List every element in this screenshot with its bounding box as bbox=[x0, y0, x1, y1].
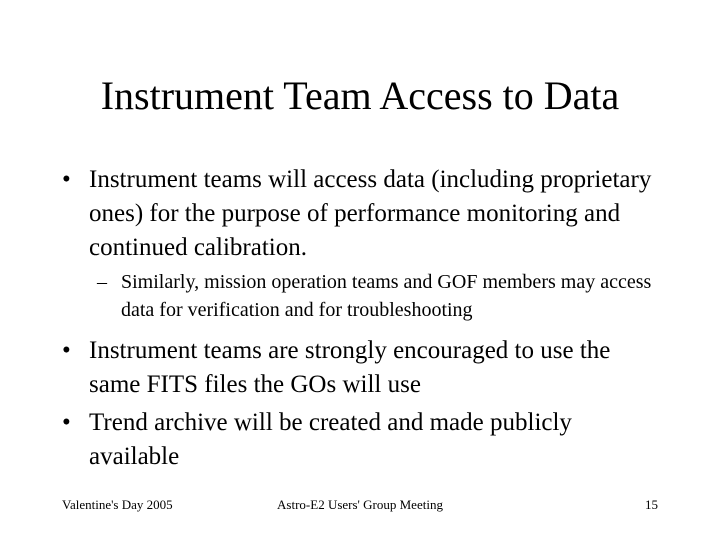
bullet-text: Trend archive will be created and made publicly available bbox=[89, 409, 572, 470]
bullet-marker: • bbox=[62, 166, 71, 193]
bullet-text: Instrument teams are strongly encouraged to use the same FITS files the GOs will use bbox=[89, 337, 611, 398]
footer-date: Valentine's Day 2005 bbox=[62, 497, 173, 512]
bullet-marker: • bbox=[62, 409, 71, 436]
bullet-item bbox=[62, 406, 662, 474]
bullet-text: Instrument teams will access data (including proprietary ones) for the purpose of performance monitoring and continued calibration. bbox=[89, 166, 652, 261]
sub-bullet-text: Similarly, mission operation teams and GOF members may access data for verification and for troubleshooting bbox=[121, 271, 652, 321]
bullet-marker: • bbox=[62, 337, 71, 364]
bullet-item bbox=[62, 334, 662, 402]
bullet-item bbox=[62, 163, 662, 265]
sub-bullet-marker: – bbox=[97, 271, 107, 293]
footer-page-number: 15 bbox=[645, 497, 658, 512]
sub-bullet-item bbox=[97, 268, 677, 324]
footer-meeting-name: Astro-E2 Users' Group Meeting bbox=[277, 497, 443, 512]
slide-title: Instrument Team Access to Data bbox=[100, 73, 620, 118]
